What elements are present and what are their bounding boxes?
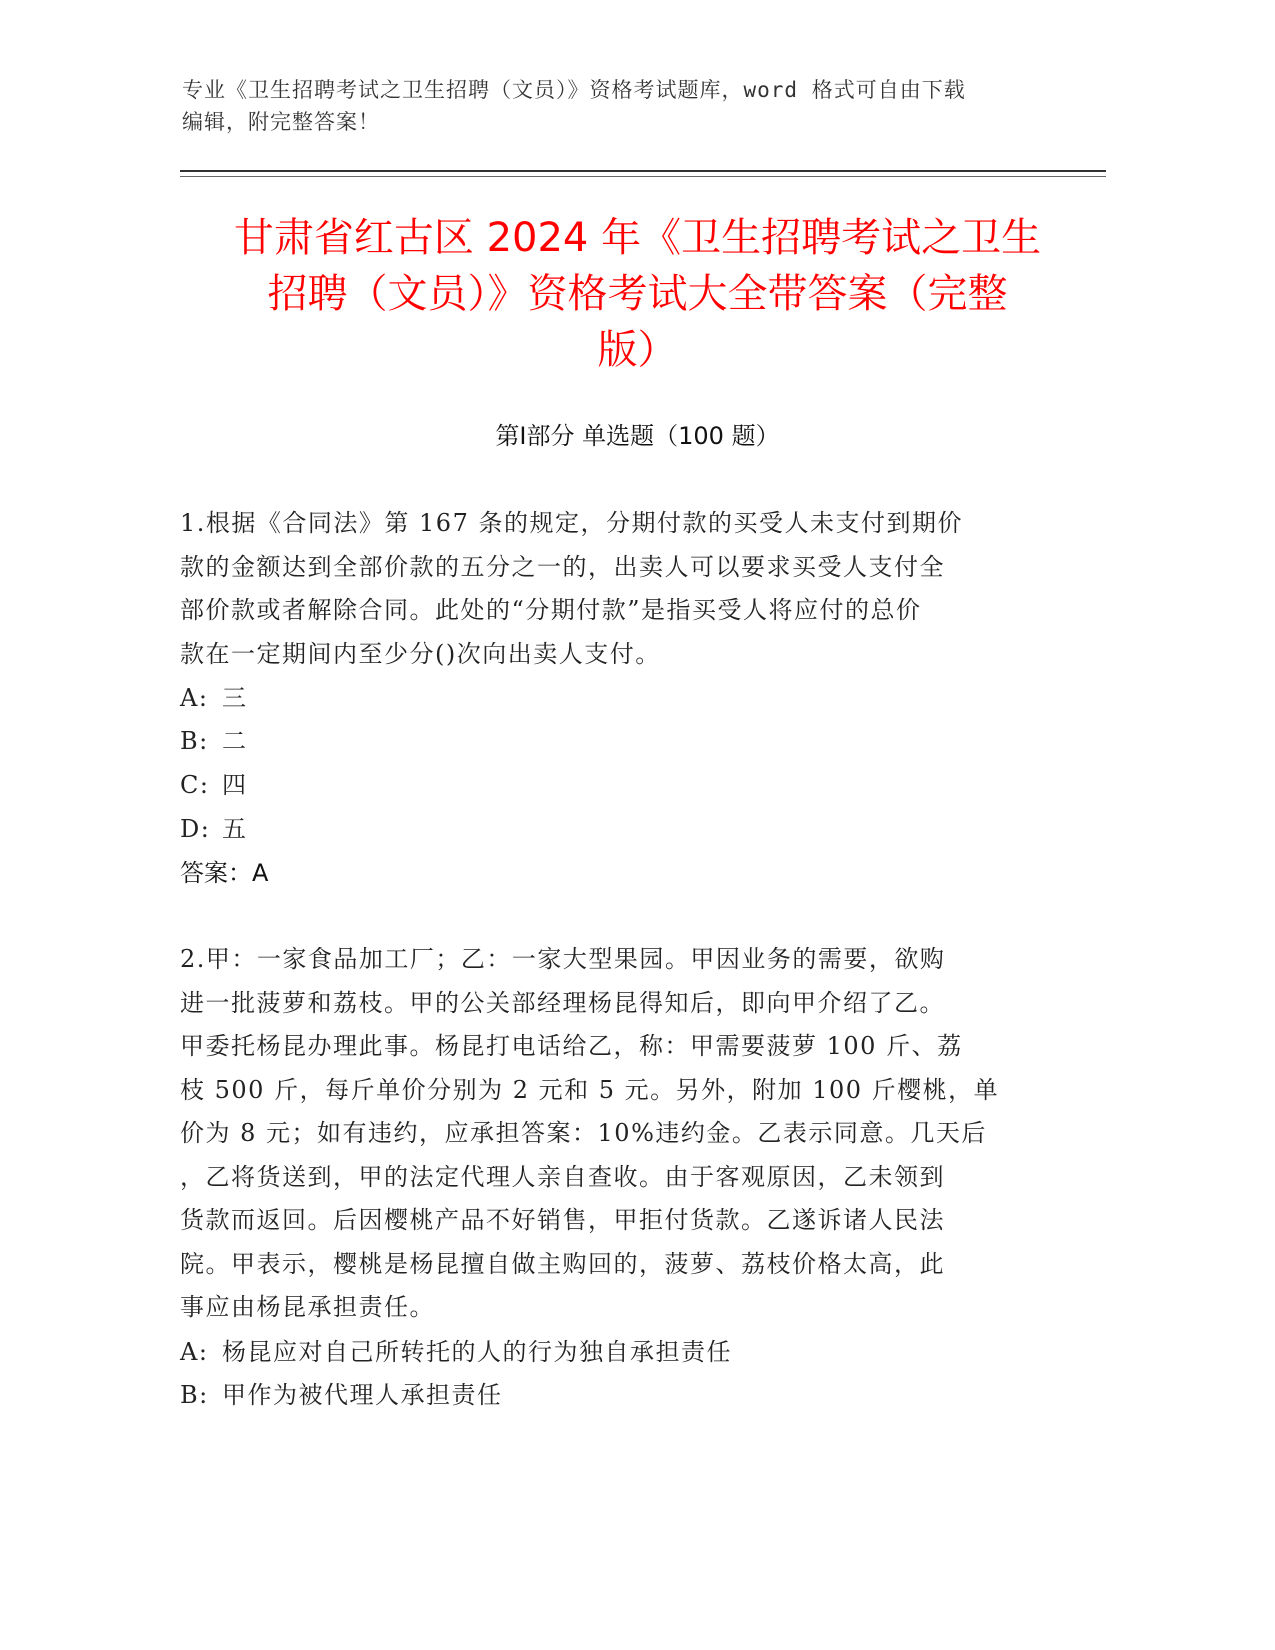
- header-note: [182, 74, 1082, 138]
- question-line: 甲委托杨昆办理此事。杨昆打电话给乙，称：甲需要菠萝 100 斤、荔: [180, 1032, 963, 1060]
- question-line: 进一批菠萝和荔枝。甲的公关部经理杨昆得知后，即向甲介绍了乙。: [180, 988, 945, 1017]
- option-text: 三: [222, 684, 248, 712]
- option-key: D:: [180, 815, 211, 843]
- question-line: 枝 500 斤，每斤单价分别为 2 元和 5 元。另外，附加 100 斤樱桃，单: [180, 1075, 1000, 1104]
- question-line: 款在一定期间内至少分()次向出卖人支付。: [180, 639, 661, 668]
- option-key: B:: [180, 1381, 209, 1409]
- question-2-text: [180, 938, 1030, 1330]
- document-title-line-2: 招聘（文员）》资格考试大全带答案（完整: [267, 271, 1008, 317]
- option-text: 五: [222, 815, 248, 843]
- question-line: 事应由杨昆承担责任。: [180, 1293, 435, 1321]
- header-note-line-2: 编辑，附完整答案！: [182, 110, 380, 134]
- question-2-option-b: [180, 1374, 1030, 1417]
- header-note-line-1: 专业《卫生招聘考试之卫生招聘（文员）》资格考试题库，word 格式可自由下载: [182, 78, 966, 102]
- option-key: A:: [180, 1338, 209, 1366]
- option-text: 杨昆应对自己所转托的人的行为独自承担责任: [222, 1338, 732, 1366]
- question-1-text: [180, 502, 1030, 676]
- question-line: 款的金额达到全部价款的五分之一的，出卖人可以要求买受人支付全: [180, 552, 945, 581]
- option-key: B:: [180, 727, 209, 755]
- question-line: 2.甲：一家食品加工厂；乙：一家大型果园。甲因业务的需要，欲购: [180, 945, 946, 973]
- option-text: 甲作为被代理人承担责任: [222, 1381, 503, 1409]
- question-1-option-d: [180, 808, 1030, 851]
- question-1-answer: 答案：A: [180, 859, 269, 887]
- question-line: 1.根据《合同法》第 167 条的规定，分期付款的买受人未支付到期价: [180, 509, 963, 537]
- header-divider-thick: [180, 170, 1106, 172]
- option-key: A:: [180, 684, 209, 712]
- question-line: 院。甲表示，樱桃是杨昆擅自做主购回的，菠萝、荔枝价格太高，此: [180, 1249, 945, 1278]
- question-line: 价为 8 元；如有违约，应承担答案：10%违约金。乙表示同意。几天后: [180, 1119, 987, 1147]
- question-line: 货款而返回。后因樱桃产品不好销售，甲拒付货款。乙遂诉诸人民法: [180, 1206, 945, 1234]
- question-1-option-b: [180, 720, 1030, 763]
- question-2-option-a: [180, 1331, 1030, 1374]
- question-line: 部价款或者解除合同。此处的“分期付款”是指买受人将应付的总价: [180, 596, 922, 624]
- header-divider-thin: [180, 176, 1106, 177]
- question-1-option-c: [180, 764, 1030, 807]
- section-title: 第Ⅰ部分 单选题（100 题）: [495, 422, 780, 450]
- document-title-line-3: 版）: [597, 327, 678, 373]
- document-title-line-1: 甘肃省红古区 2024 年《卫生招聘考试之卫生: [233, 215, 1042, 261]
- question-line: ，乙将货送到，甲的法定代理人亲自查收。由于客观原因，乙未领到: [180, 1162, 945, 1191]
- option-text: 二: [222, 727, 248, 755]
- document-title: [150, 210, 1125, 378]
- question-1-option-a: [180, 677, 1030, 720]
- option-key: C:: [180, 771, 210, 799]
- option-text: 四: [222, 771, 248, 799]
